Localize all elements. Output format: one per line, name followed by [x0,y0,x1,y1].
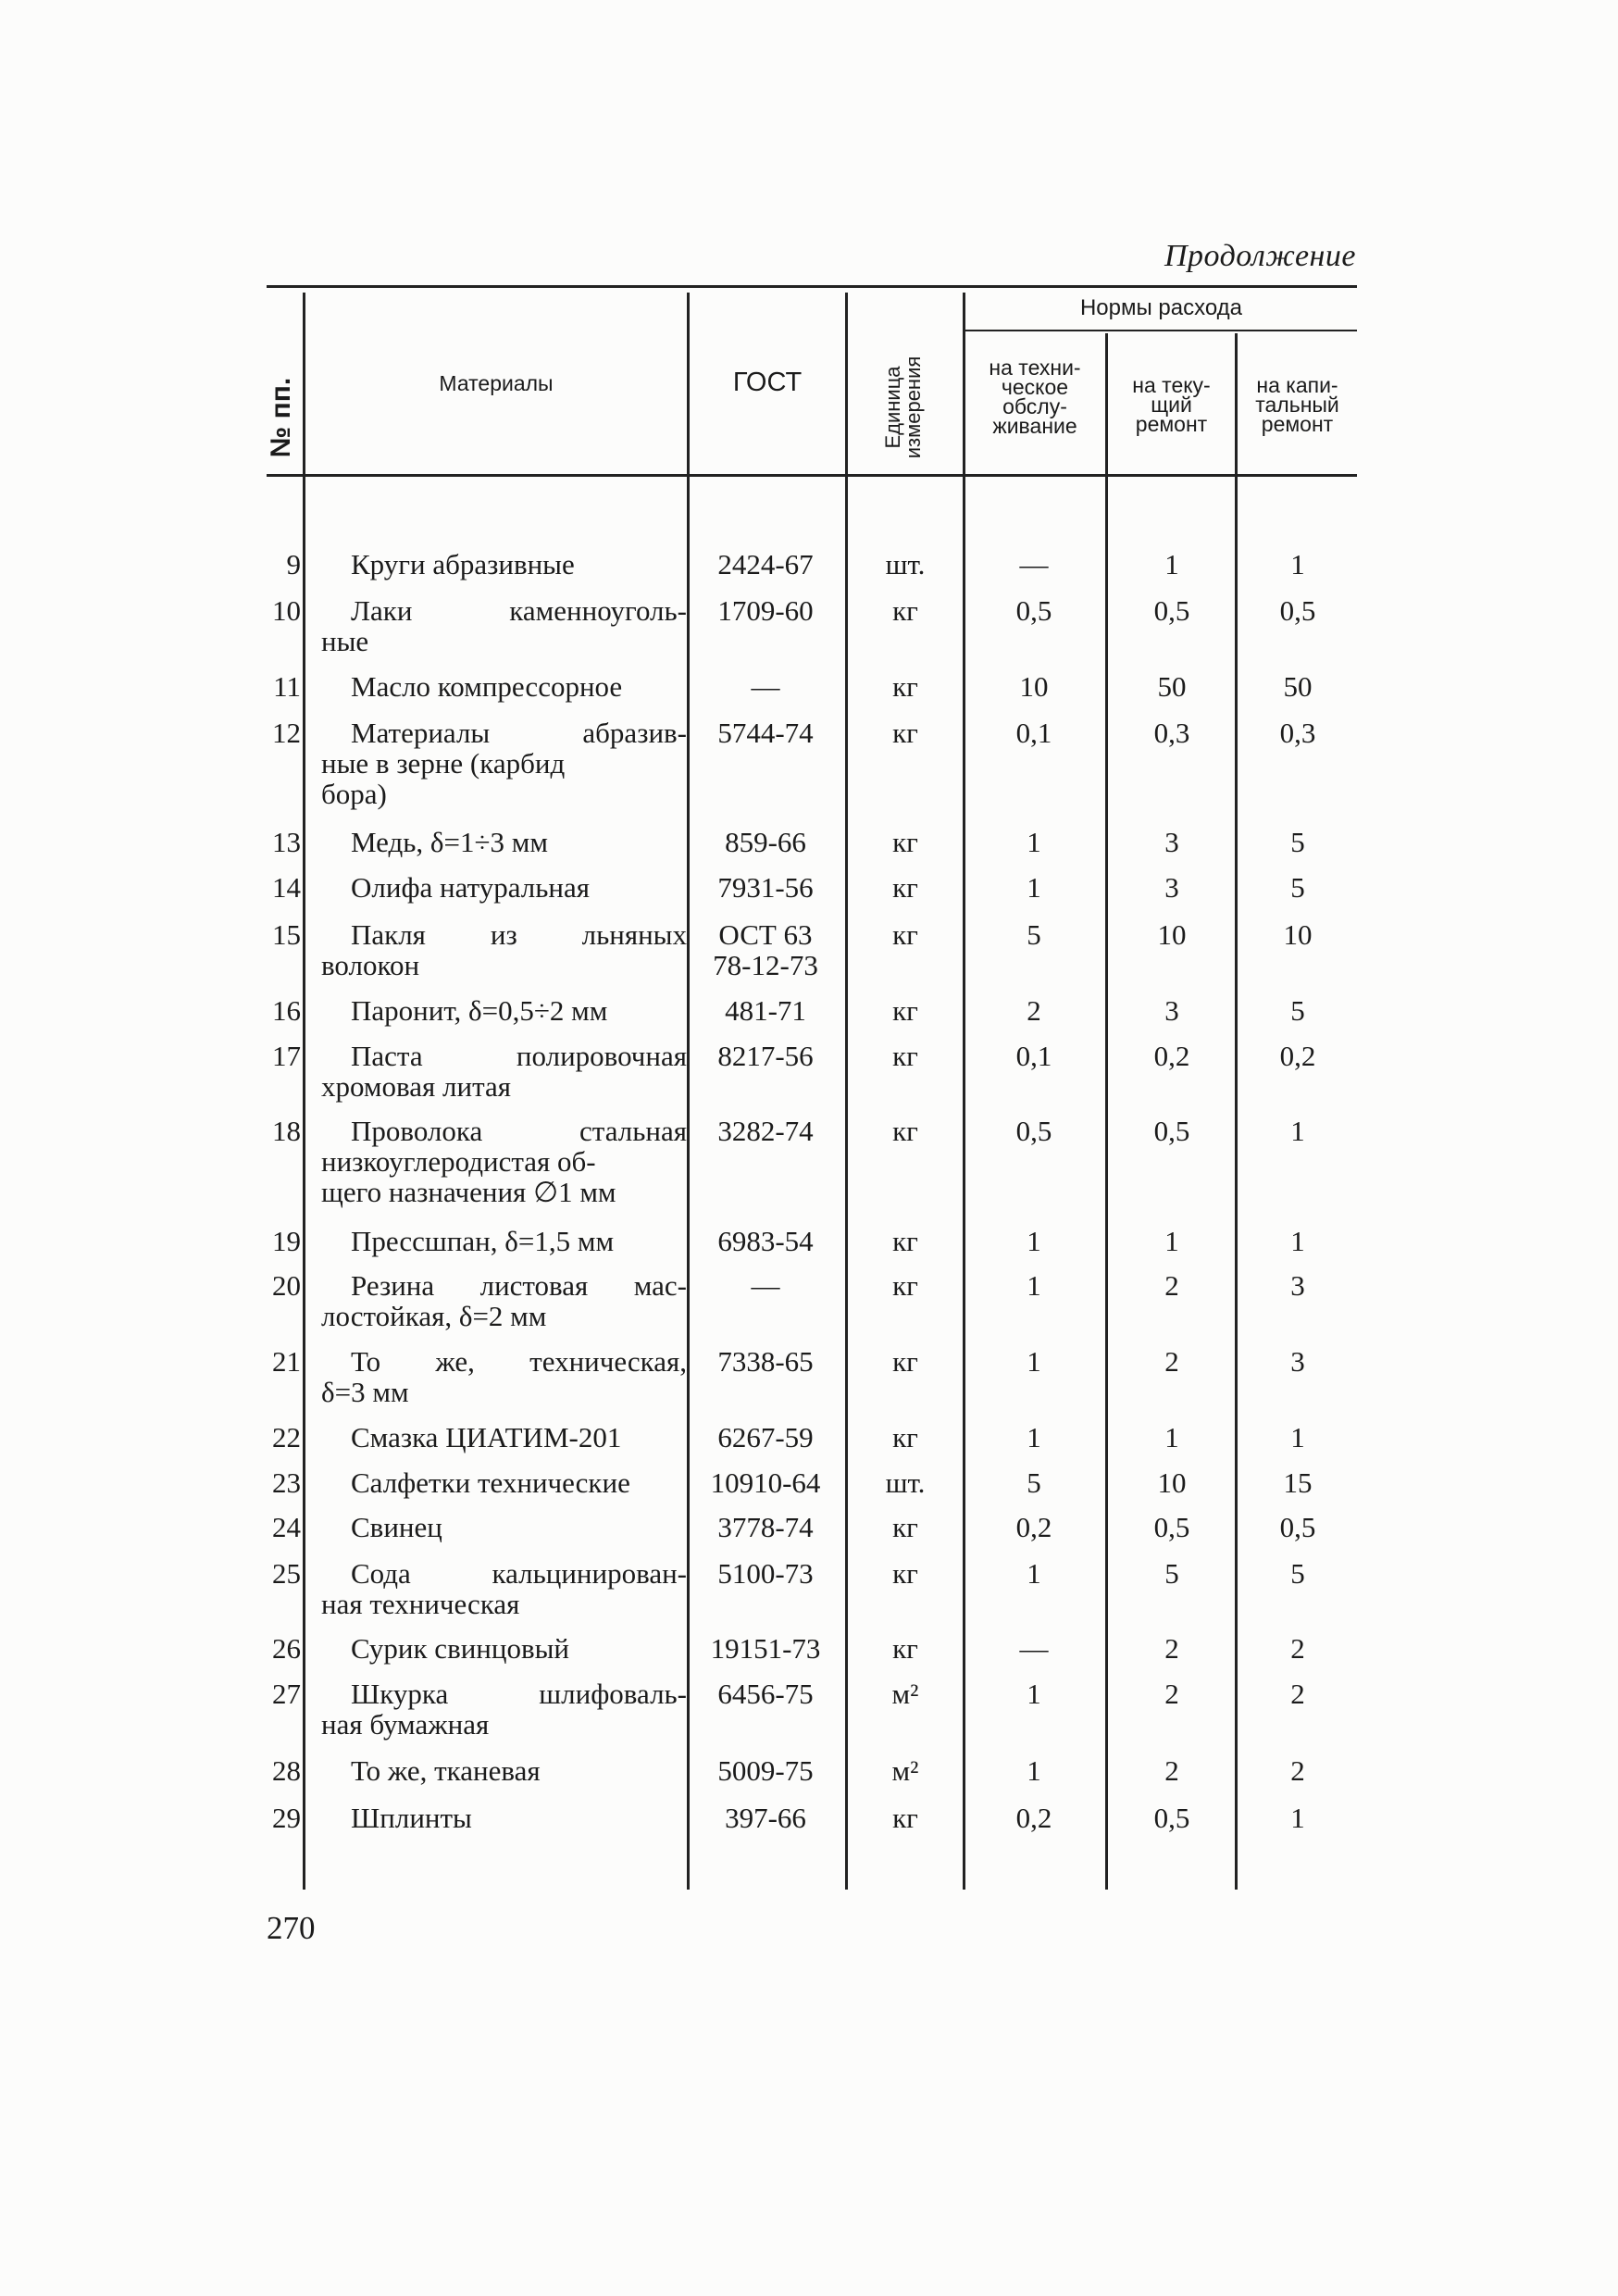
gost-number [696,1803,835,1833]
row-number: 29 [272,1802,301,1834]
gost-line: 7338-65 [717,1345,814,1378]
material-line: То же, техническая, [351,1345,687,1378]
gost-number [696,1678,835,1709]
gost-line: 6456-75 [717,1678,814,1710]
material-line: хромовая литая [321,1070,512,1103]
unit: кг [892,1421,918,1454]
norm-capital-repair: 1 [1290,1115,1305,1147]
material-name [321,1422,687,1453]
material-line: Материалы абразив- [351,717,687,749]
gost-number [696,919,835,980]
material-name [321,549,687,580]
gost-line: 7931-56 [717,871,814,904]
norm-capital-repair: 0,5 [1279,1511,1316,1543]
material-line: волокон [321,949,420,981]
header-unit: Единица измерения [881,356,925,459]
norm-maintenance: 0,2 [1015,1511,1052,1543]
row-number: 16 [272,994,301,1027]
material-name [321,1633,687,1664]
gost-line: ОСТ 63 [718,918,813,951]
gost-number [696,1116,835,1146]
row-number: 27 [272,1678,301,1710]
norm-current-repair: 0,5 [1153,594,1190,627]
norm-capital-repair: 5 [1290,826,1305,858]
gost-number [696,595,835,626]
header-no: № пп. [266,377,296,458]
unit: кг [892,1115,918,1147]
material-line: ные [321,625,369,657]
gost-number [696,718,835,748]
row-number: 9 [286,548,301,580]
material-line: бора) [321,778,387,810]
gost-number [696,1041,835,1071]
norm-maintenance: 1 [1027,1754,1041,1787]
unit: кг [892,1225,918,1257]
material-line: Смазка ЦИАТИМ-201 [351,1421,622,1454]
norm-maintenance: 5 [1027,918,1041,951]
gost-line: 8217-56 [717,1040,814,1072]
gost-number [696,872,835,903]
gost-line: 3778-74 [717,1511,814,1543]
norm-maintenance: 1 [1027,1269,1041,1302]
unit: кг [892,1040,918,1072]
gost-line: 6267-59 [717,1421,814,1454]
unit: кг [892,1345,918,1378]
material-name [321,1512,687,1542]
norm-capital-repair: 2 [1290,1678,1305,1710]
material-line: Свинец [351,1511,442,1543]
material-name [321,595,687,656]
gost-line: 78-12-73 [713,949,818,981]
norm-capital-repair: 10 [1283,918,1313,951]
norm-current-repair: 1 [1164,548,1179,580]
norm-maintenance: — [1019,548,1049,580]
norm-current-repair: 0,5 [1153,1511,1190,1543]
material-name [321,1270,687,1331]
material-line: Лаки каменноуголь- [351,594,687,627]
material-name [321,718,687,809]
material-line: Прессшпан, δ=1,5 мм [351,1225,615,1257]
gost-number [696,1467,835,1498]
material-line: Круги абразивные [351,548,575,580]
gost-line: 1709-60 [717,594,814,627]
page-number: 270 [267,1910,316,1946]
norm-maintenance: 0,5 [1015,1115,1052,1147]
material-line: Паронит, δ=0,5÷2 мм [351,994,608,1027]
gost-number [696,671,835,702]
gost-number [696,1226,835,1256]
norm-maintenance: 1 [1027,1345,1041,1378]
norm-current-repair: 0,2 [1153,1040,1190,1072]
norm-current-repair: 1 [1164,1421,1179,1454]
gost-number [696,1346,835,1377]
material-name [321,671,687,702]
row-number: 22 [272,1421,301,1454]
norm-maintenance: 0,5 [1015,594,1052,627]
norm-current-repair: 2 [1164,1345,1179,1378]
norm-maintenance: 0,2 [1015,1802,1052,1834]
unit: кг [892,994,918,1027]
material-line: Сода кальцинирован- [351,1557,687,1590]
unit: м² [891,1754,919,1787]
header-bottom-rule [267,474,1357,477]
material-name [321,872,687,903]
material-line: Резина листовая мас- [351,1269,687,1302]
unit: шт. [885,1466,926,1499]
unit: м² [891,1678,919,1710]
material-line: Шплинты [351,1802,472,1834]
gost-line: — [751,670,780,703]
norm-capital-repair: 3 [1290,1269,1305,1302]
norm-current-repair: 0,3 [1153,717,1190,749]
material-line: Сурик свинцовый [351,1632,570,1665]
unit: кг [892,717,918,749]
row-number: 18 [272,1115,301,1147]
unit: кг [892,1269,918,1302]
norm-current-repair: 2 [1164,1678,1179,1710]
row-number: 15 [272,918,301,951]
unit: кг [892,670,918,703]
material-name [321,1467,687,1498]
norm-maintenance: 1 [1027,1678,1041,1710]
material-name [321,1346,687,1407]
norm-capital-repair: 5 [1290,871,1305,904]
header-norm-capital-repair: на капи- тальный ремонт [1255,373,1339,436]
norm-maintenance: 1 [1027,871,1041,904]
norm-capital-repair: 0,3 [1279,717,1316,749]
gost-number [696,827,835,857]
gost-number [696,1633,835,1664]
material-line: Пакля из льняных [351,918,687,951]
norm-capital-repair: 15 [1283,1466,1313,1499]
norm-current-repair: 0,5 [1153,1802,1190,1834]
gost-number [696,1558,835,1589]
norm-capital-repair: 1 [1290,1802,1305,1834]
material-line: ная техническая [321,1588,520,1620]
norm-current-repair: 3 [1164,871,1179,904]
norm-capital-repair: 1 [1290,1225,1305,1257]
material-line: ная бумажная [321,1708,490,1741]
row-number: 19 [272,1225,301,1257]
norm-capital-repair: 1 [1290,1421,1305,1454]
material-line: То же, тканевая [351,1754,541,1787]
norm-capital-repair: 0,5 [1279,594,1316,627]
gost-line: 3282-74 [717,1115,814,1147]
norm-capital-repair: 1 [1290,548,1305,580]
norm-capital-repair: 2 [1290,1632,1305,1665]
material-line: Шкурка шлифоваль- [351,1678,687,1710]
norm-maintenance: 1 [1027,1421,1041,1454]
norm-current-repair: 2 [1164,1269,1179,1302]
material-line: Олифа натуральная [351,871,590,904]
material-line: ные в зерне (карбид [321,747,566,780]
header-norm-maintenance: на техни- ческое обслу- живание [989,356,1081,438]
norm-current-repair: 50 [1157,670,1187,703]
norm-current-repair: 10 [1157,1466,1187,1499]
row-number: 21 [272,1345,301,1378]
material-name [321,919,687,980]
norm-current-repair: 2 [1164,1632,1179,1665]
norm-current-repair: 1 [1164,1225,1179,1257]
material-name [321,1803,687,1833]
norm-current-repair: 3 [1164,826,1179,858]
gost-line: 10910-64 [710,1466,821,1499]
unit: кг [892,1511,918,1543]
material-name [321,1116,687,1207]
norm-maintenance: 1 [1027,1225,1041,1257]
gost-line: 19151-73 [710,1632,821,1665]
material-name [321,1226,687,1256]
norm-capital-repair: 5 [1290,1557,1305,1590]
material-line: Масло компрессорное [351,670,623,703]
row-number: 26 [272,1632,301,1665]
material-line: δ=3 мм [321,1376,409,1408]
gost-number [696,995,835,1026]
header-norms: Нормы расхода [1079,295,1243,320]
material-line: лостойкая, δ=2 мм [321,1300,547,1332]
row-number: 14 [272,871,301,904]
norm-maintenance: 10 [1019,670,1049,703]
norm-maintenance: 1 [1027,826,1041,858]
material-line: низкоуглеродистая об- [321,1145,596,1178]
gost-line: 859-66 [725,826,806,858]
row-number: 25 [272,1557,301,1590]
norm-maintenance: 5 [1027,1466,1041,1499]
material-name [321,995,687,1026]
col-divider-1 [303,293,305,1890]
gost-number [696,1270,835,1301]
table-top-rule [267,285,1357,288]
row-number: 23 [272,1466,301,1499]
material-name [321,1678,687,1740]
material-line: Паста полировочная [351,1040,687,1072]
material-line: щего назначения ∅1 мм [321,1176,616,1208]
material-name [321,1041,687,1102]
row-number: 20 [272,1269,301,1302]
norm-capital-repair: 3 [1290,1345,1305,1378]
norm-current-repair: 5 [1164,1557,1179,1590]
unit: шт. [885,548,926,580]
norms-rule [963,330,1357,331]
norm-capital-repair: 5 [1290,994,1305,1027]
col-divider-3 [845,293,848,1890]
unit: кг [892,1557,918,1590]
continuation-caption: Продолжение [1164,239,1356,273]
row-number: 12 [272,717,301,749]
norm-current-repair: 3 [1164,994,1179,1027]
gost-line: 2424-67 [717,548,814,580]
gost-number [696,1755,835,1786]
row-number: 17 [272,1040,301,1072]
unit: кг [892,871,918,904]
material-name [321,827,687,857]
gost-line: 5100-73 [717,1557,814,1590]
gost-line: 397-66 [725,1802,806,1834]
norm-capital-repair: 0,2 [1279,1040,1316,1072]
unit: кг [892,826,918,858]
gost-line: 5009-75 [717,1754,814,1787]
norm-current-repair: 0,5 [1153,1115,1190,1147]
material-name [321,1755,687,1786]
norm-maintenance: 1 [1027,1557,1041,1590]
unit: кг [892,594,918,627]
norm-capital-repair: 2 [1290,1754,1305,1787]
header-norm-current-repair: на теку- щий ремонт [1132,373,1211,436]
norm-current-repair: 10 [1157,918,1187,951]
material-line: Проволока стальная [351,1115,687,1147]
gost-line: 481-71 [725,994,806,1027]
gost-number [696,549,835,580]
row-number: 24 [272,1511,301,1543]
header-gost: ГОСТ [732,368,803,397]
norm-current-repair: 2 [1164,1754,1179,1787]
unit: кг [892,918,918,951]
gost-line: 6983-54 [717,1225,814,1257]
col-divider-2 [687,293,690,1890]
norm-maintenance: — [1019,1632,1049,1665]
row-number: 13 [272,826,301,858]
row-number: 11 [273,670,301,703]
norm-maintenance: 0,1 [1015,1040,1052,1072]
header-materials: Материалы [439,371,554,395]
gost-number [696,1512,835,1542]
row-number: 10 [272,594,301,627]
material-name [321,1558,687,1619]
material-line: Салфетки технические [351,1466,630,1499]
norm-maintenance: 0,1 [1015,717,1052,749]
norm-maintenance: 2 [1027,994,1041,1027]
gost-line: — [751,1269,780,1302]
material-line: Медь, δ=1÷3 мм [351,826,549,858]
row-number: 28 [272,1754,301,1787]
gost-number [696,1422,835,1453]
unit: кг [892,1632,918,1665]
gost-line: 5744-74 [717,717,814,749]
norm-capital-repair: 50 [1283,670,1313,703]
unit: кг [892,1802,918,1834]
